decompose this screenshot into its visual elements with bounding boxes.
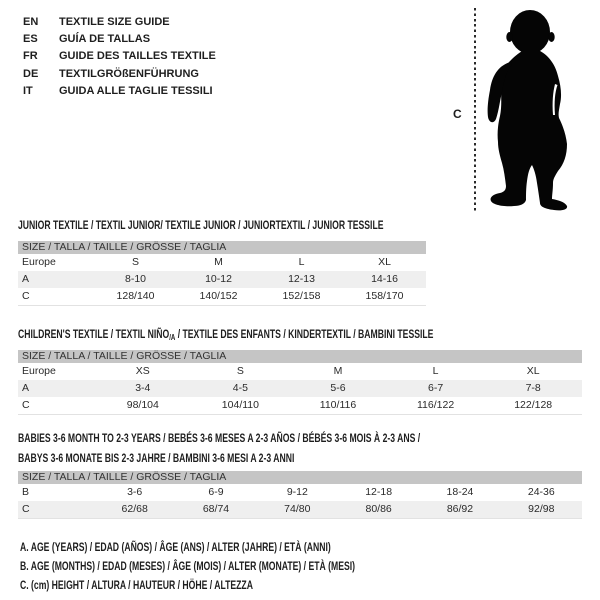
row-label: B xyxy=(22,486,30,498)
size-value: 98/104 xyxy=(126,399,159,411)
table-row xyxy=(18,254,426,271)
row-label: C xyxy=(22,290,30,302)
language-row xyxy=(23,30,216,47)
size-value: L xyxy=(432,365,439,377)
title-pre: CHILDREN'S TEXTILE / TEXTIL NIÑO xyxy=(18,327,170,341)
language-code: DE xyxy=(23,67,39,80)
table-title-line1: BABIES 3-6 MONTH TO 2-3 YEARS / BEBÉS 3-6 MESES A 2-3 AÑOS / BÉBÉS 3-6 MOIS À 2-3 ANS / xyxy=(18,431,421,445)
size-value: 92/98 xyxy=(528,503,555,515)
table-title xyxy=(18,428,582,468)
size-value: 4-5 xyxy=(232,382,248,394)
footnote-c-text: C. (cm) HEIGHT / ALTURA / HAUTEUR / HÖHE / ALTEZZA xyxy=(20,578,253,592)
size-header-bar: SIZE / TALLA / TAILLE / GRÖSSE / TAGLIA xyxy=(18,471,582,484)
language-code: IT xyxy=(23,84,33,97)
footnote-a xyxy=(20,537,485,556)
size-value: 5-6 xyxy=(330,382,346,394)
table-rows xyxy=(18,363,582,415)
footnote-b xyxy=(20,556,485,575)
size-value: 7-8 xyxy=(525,382,541,394)
size-value: 12-18 xyxy=(365,486,393,498)
size-value: 140/152 xyxy=(199,290,238,302)
footnote-b-text: B. AGE (MONTHS) / EDAD (MESES) / ÂGE (MOIS) / ALTER (MONATE) / ETÀ (MESI) xyxy=(20,559,356,573)
footnote-a-text: A. AGE (YEARS) / EDAD (AÑOS) / ÂGE (ANS) / ALTER (JAHRE) / ETÀ (ANNI) xyxy=(20,540,331,554)
size-value: 3-6 xyxy=(127,486,143,498)
size-value: 104/110 xyxy=(221,399,259,411)
size-value: M xyxy=(333,365,343,377)
language-label: GUIDE DES TAILLES TEXTILE xyxy=(59,50,216,63)
size-value: 80/86 xyxy=(365,503,392,515)
size-value: 10-12 xyxy=(205,273,232,285)
table-title xyxy=(18,325,582,342)
size-value: XL xyxy=(526,365,540,377)
junior-textile-table xyxy=(18,216,426,306)
table-rows xyxy=(18,484,582,519)
size-value: S xyxy=(131,256,139,268)
size-value: 8-10 xyxy=(124,273,146,285)
row-label: Europe xyxy=(22,365,56,377)
language-row xyxy=(23,48,216,65)
size-value: 86/92 xyxy=(446,503,474,515)
size-value: 116/122 xyxy=(416,399,455,411)
size-value: L xyxy=(298,256,305,268)
size-value: 24-36 xyxy=(527,486,555,498)
size-value: 158/170 xyxy=(365,290,404,302)
language-label: TEXTILGRÖßENFÜHRUNG xyxy=(59,67,199,80)
table-row xyxy=(18,288,426,305)
table-title xyxy=(18,216,426,232)
size-value: 18-24 xyxy=(446,486,474,498)
size-value: 12-13 xyxy=(288,273,315,285)
size-value: 74/80 xyxy=(284,503,311,515)
size-value: 128/140 xyxy=(116,290,155,302)
table-row xyxy=(18,397,582,414)
size-value: XL xyxy=(378,256,391,268)
size-value: 3-4 xyxy=(135,382,151,394)
title-subscript: /A xyxy=(169,332,176,342)
table-title-line2: BABYS 3-6 MONATE BIS 2-3 JAHRE / BAMBINI 3-6 MESI A 2-3 ANNI xyxy=(18,451,295,465)
size-value: 62/68 xyxy=(121,503,148,515)
row-label: A xyxy=(22,273,30,285)
size-value: 122/128 xyxy=(514,399,553,411)
size-value: 6-9 xyxy=(208,486,224,498)
children-textile-table xyxy=(18,325,582,415)
language-code: ES xyxy=(23,32,38,45)
footnote-c xyxy=(20,575,485,594)
size-value: 152/158 xyxy=(282,290,321,302)
size-value: 9-12 xyxy=(286,486,308,498)
language-label: TEXTILE SIZE GUIDE xyxy=(59,15,170,28)
table-row xyxy=(18,501,582,518)
table-rows xyxy=(18,254,426,306)
table-row xyxy=(18,271,426,288)
row-label: C xyxy=(22,399,30,411)
size-value: XS xyxy=(135,365,150,377)
footnotes xyxy=(20,537,485,594)
size-value: M xyxy=(214,256,223,268)
table-title-text: JUNIOR TEXTILE / TEXTIL JUNIOR/ TEXTILE JUNIOR / JUNIORTEXTIL / JUNIOR TESSILE xyxy=(18,218,384,232)
table-row xyxy=(18,363,582,380)
size-header-bar: SIZE / TALLA / TAILLE / GRÖSSE / TAGLIA xyxy=(18,241,426,254)
language-label: GUÍA DE TALLAS xyxy=(59,32,151,45)
language-code: FR xyxy=(23,50,38,63)
row-label: A xyxy=(22,382,30,394)
babies-textile-table xyxy=(18,428,582,519)
size-value: 6-7 xyxy=(427,382,444,394)
size-value: 68/74 xyxy=(202,503,230,515)
language-row xyxy=(23,82,216,99)
size-value: S xyxy=(236,365,244,377)
language-label: GUIDA ALLE TAGLIE TESSILI xyxy=(59,84,213,97)
language-list xyxy=(23,13,216,99)
size-value: 110/116 xyxy=(319,399,357,411)
language-row xyxy=(23,13,216,30)
toddler-silhouette-icon xyxy=(440,0,600,220)
height-measure-label: C xyxy=(453,107,462,121)
size-value: 14-16 xyxy=(371,273,398,285)
row-label: Europe xyxy=(22,256,56,268)
language-code: EN xyxy=(23,15,39,28)
title-post: / TEXTILE DES ENFANTS / KINDERTEXTIL / BAMBINI TESSILE xyxy=(175,327,434,341)
table-row xyxy=(18,484,582,501)
language-row xyxy=(23,65,216,82)
table-title-text xyxy=(18,327,433,341)
size-header-bar: SIZE / TALLA / TAILLE / GRÖSSE / TAGLIA xyxy=(18,350,582,363)
table-row xyxy=(18,380,582,397)
row-label: C xyxy=(22,503,30,515)
